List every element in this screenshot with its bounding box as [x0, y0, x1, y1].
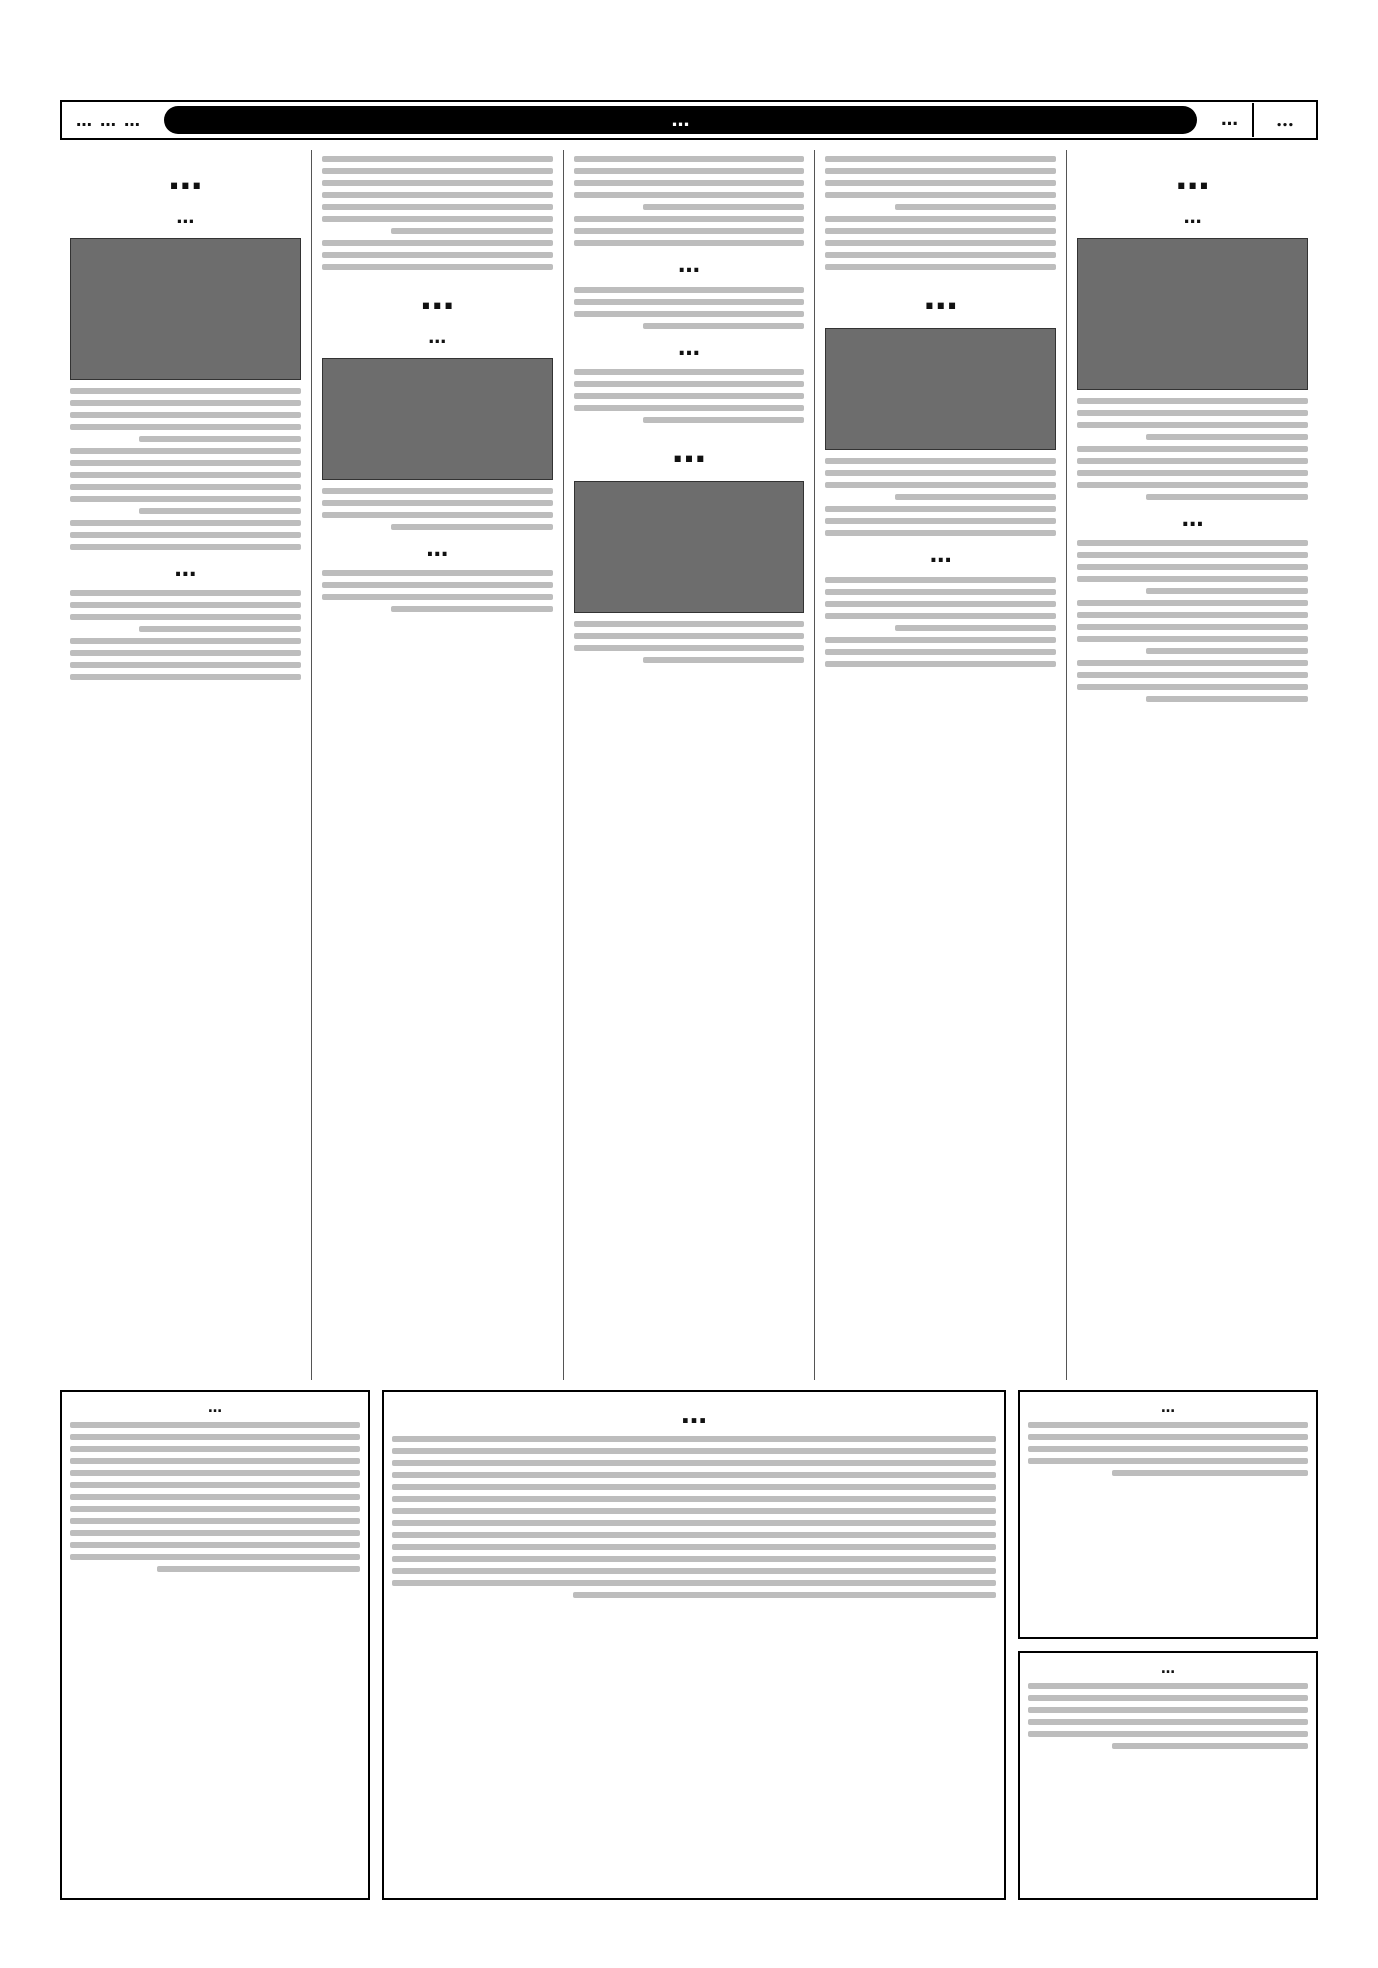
- newspaper-logo: …: [1252, 103, 1316, 137]
- masthead: [60, 100, 1318, 140]
- article-photo: [1077, 238, 1308, 390]
- body-text: [574, 287, 805, 329]
- body-text: [825, 577, 1056, 667]
- body-text: [70, 590, 301, 680]
- column-4-section-2: …: [426, 536, 449, 562]
- column-3-section-3: …: [672, 431, 706, 472]
- column-2-heading: …: [923, 278, 958, 318]
- issue-year: …: [124, 110, 140, 130]
- column-4-heading: …: [420, 278, 455, 318]
- column-3-heading: …: [678, 253, 700, 278]
- article-columns: [60, 150, 1318, 1380]
- body-text: [1077, 540, 1308, 702]
- notice-title: …: [1161, 1400, 1175, 1416]
- right-ads: [1018, 1390, 1318, 1900]
- body-text: [574, 621, 805, 663]
- column-2-section-2: …: [929, 543, 952, 569]
- body-text: [574, 156, 805, 246]
- column-5-section-2: …: [174, 556, 197, 582]
- column-1-subhead: …: [1183, 207, 1202, 229]
- legal-notice-title: …: [208, 1400, 222, 1416]
- column-5-subhead: …: [176, 207, 195, 229]
- page-number: …: [76, 110, 92, 130]
- advertisements-section: [60, 1390, 1318, 1900]
- column-4-subhead: …: [428, 327, 447, 349]
- column-4: [311, 150, 563, 1380]
- legal-notice: [60, 1390, 370, 1900]
- column-1-section-2: …: [1181, 506, 1204, 532]
- column-1-heading: …: [1175, 158, 1210, 198]
- column-5-heading: …: [168, 158, 203, 198]
- article-photo: [825, 328, 1056, 450]
- body-text: [322, 156, 553, 270]
- notice-box: [1018, 1651, 1318, 1900]
- body-text: [322, 570, 553, 612]
- issue-number: …: [100, 110, 116, 130]
- issue-info: [62, 111, 154, 130]
- notice-box: [1018, 1390, 1318, 1639]
- tender-notice-title: …: [681, 1400, 707, 1430]
- body-text: [322, 488, 553, 530]
- body-text: [1077, 398, 1308, 500]
- article-photo: [574, 481, 805, 613]
- column-3-section-2: …: [678, 335, 700, 361]
- body-text: [825, 156, 1056, 270]
- tender-notice: [382, 1390, 1006, 1900]
- issue-date: …: [1221, 110, 1238, 130]
- body-text: [574, 369, 805, 423]
- notice-title: …: [1161, 1661, 1175, 1677]
- article-photo: [322, 358, 553, 480]
- section-banner: …: [164, 106, 1197, 134]
- column-1: [1066, 150, 1318, 1380]
- column-3: [563, 150, 815, 1380]
- column-5: [60, 150, 311, 1380]
- body-text: [825, 458, 1056, 536]
- body-text: [70, 388, 301, 550]
- article-photo: [70, 238, 301, 380]
- column-2: [814, 150, 1066, 1380]
